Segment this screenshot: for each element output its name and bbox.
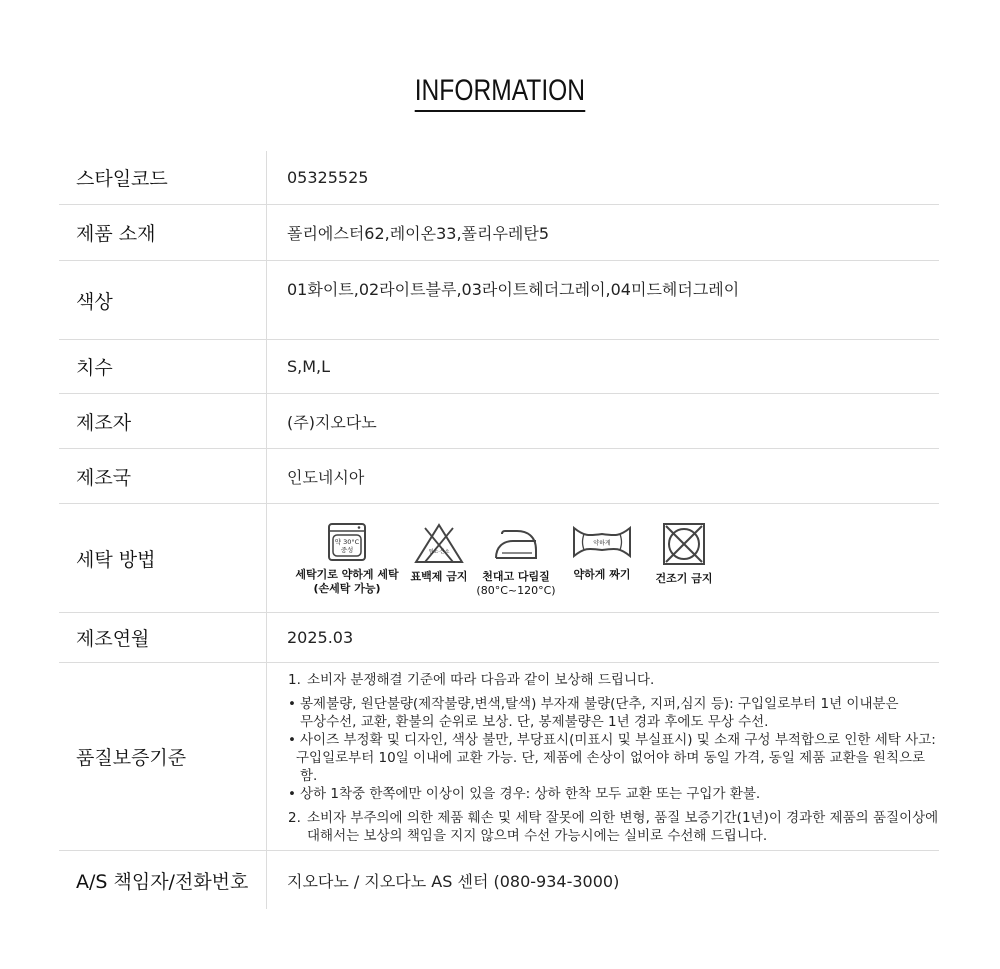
item2-line: 소비자 부주의에 의한 제품 훼손 및 세탁 잘못에 의한 변형, 품질 보증기간(1년)이 경과한 제품의 품질이상에 [307, 809, 939, 826]
wash-item [287, 522, 407, 596]
quality-item-text [307, 809, 938, 845]
list-number: 2. [288, 809, 301, 826]
country-value: 인도네시아 [287, 467, 365, 487]
bullet-line: 무상수선, 교환, 환불의 순위로 보상. 단, 봉제불량은 1년 경과 후에도 무상 수선. [300, 713, 769, 730]
wash-detergent-text: 중성 [340, 546, 354, 554]
row-label: 제조국 [59, 449, 267, 503]
material-value: 폴리에스터62,레이온33,폴리우레탄5 [287, 224, 549, 243]
row-as [59, 851, 939, 909]
wash-caption-line: (손세탁 가능) [313, 582, 381, 595]
item2-line: 대해서는 보상의 책임을 지지 않으며 수선 가능시에는 실비로 수선해 드립니다. [307, 827, 768, 844]
bullet-line: 상하 1착중 한쪽에만 이상이 있을 경우: 상하 한착 모두 교환 또는 구입가 환불. [300, 785, 761, 802]
quality-item-2 [288, 809, 939, 845]
bleach-inner-text: 염소·산소 [428, 549, 450, 555]
iron-icon [493, 522, 539, 564]
list-item [288, 695, 939, 731]
row-washing [59, 504, 939, 613]
row-maker [59, 394, 939, 449]
row-label: 치수 [59, 340, 267, 393]
list-item [288, 785, 939, 803]
washing-value [267, 504, 939, 612]
bullet-line: 사이즈 부정확 및 디자인, 색상 불만, 부당표시(미표시 및 부실표시) 및 소재 구성 부적합으로 인한 세탁 사고: [300, 731, 936, 748]
wash-item [561, 522, 643, 582]
color-value: 01화이트,02라이트블루,03라이트헤더그레이,04미드헤더그레이 [287, 280, 740, 299]
quality-item-text: 소비자 분쟁해결 기준에 따라 다음과 같이 보상해 드립니다. [307, 671, 655, 688]
row-country [59, 449, 939, 504]
machine-wash-icon [327, 522, 367, 562]
row-label: 세탁 방법 [59, 504, 267, 612]
row-label: 제품 소재 [59, 205, 267, 260]
list-number: 1. [288, 671, 301, 688]
section-title-wrap [0, 74, 1000, 112]
row-quality [59, 663, 939, 851]
product-info-table [59, 151, 939, 909]
wring-inner-text: 약하게 [593, 540, 611, 547]
bullet-line: 봉제불량, 원단불량(제작불량,변색,탈색) 부자재 불량(단추, 지퍼,심지 등): 구입일로부터 1년 이내분은 [300, 695, 899, 712]
bullet-line: 구입일로부터 10일 이내에 교환 가능. 단, 제품에 손상이 없어야 하며 동일 가격, 동일 제품 교환을 원칙으로 함. [296, 749, 926, 784]
as-value: 지오다노 / 지오다노 AS 센터 (080-934-3000) [287, 871, 620, 891]
wash-caption [656, 572, 713, 586]
no-tumble-dry-icon [662, 522, 706, 566]
size-value: S,M,L [287, 357, 331, 376]
quality-value [267, 663, 939, 850]
washing-icons [283, 522, 725, 598]
row-style-code [59, 151, 939, 205]
wash-item [471, 522, 561, 598]
quality-text [288, 669, 939, 845]
date-value: 2025.03 [287, 628, 354, 647]
wash-caption-line: 건조기 금지 [655, 572, 713, 585]
no-bleach-icon [413, 522, 465, 564]
row-label: 색상 [59, 261, 267, 339]
row-label: 스타일코드 [59, 151, 267, 204]
list-item [288, 731, 939, 785]
quality-bullets [288, 695, 939, 803]
wash-caption-line: (80°C~120°C) [476, 584, 556, 597]
style-code-value: 05325525 [287, 168, 369, 187]
wash-caption-line: 약하게 짜기 [573, 568, 631, 581]
wash-caption [476, 570, 555, 598]
quality-item-1 [288, 671, 939, 689]
wash-item [643, 522, 725, 586]
row-date [59, 613, 939, 663]
row-material [59, 205, 939, 261]
wash-caption [411, 570, 468, 584]
row-color [59, 261, 939, 340]
row-size [59, 340, 939, 394]
wash-caption-line: 천대고 다림질 [482, 570, 550, 583]
wash-temp-text: 약 30°C [334, 538, 360, 546]
wash-item [407, 522, 471, 584]
section-title: INFORMATION [415, 74, 585, 112]
wash-caption-line: 표백제 금지 [410, 570, 468, 583]
row-label: 품질보증기준 [59, 663, 267, 850]
gentle-wring-icon [572, 522, 632, 562]
maker-value: (주)지오다노 [287, 412, 377, 432]
row-label: 제조자 [59, 394, 267, 448]
row-label: 제조연월 [59, 613, 267, 662]
wash-caption [574, 568, 631, 582]
wash-caption-line: 세탁기로 약하게 세탁 [295, 568, 399, 581]
wash-caption [295, 568, 398, 596]
row-label: A/S 책임자/전화번호 [59, 851, 267, 909]
